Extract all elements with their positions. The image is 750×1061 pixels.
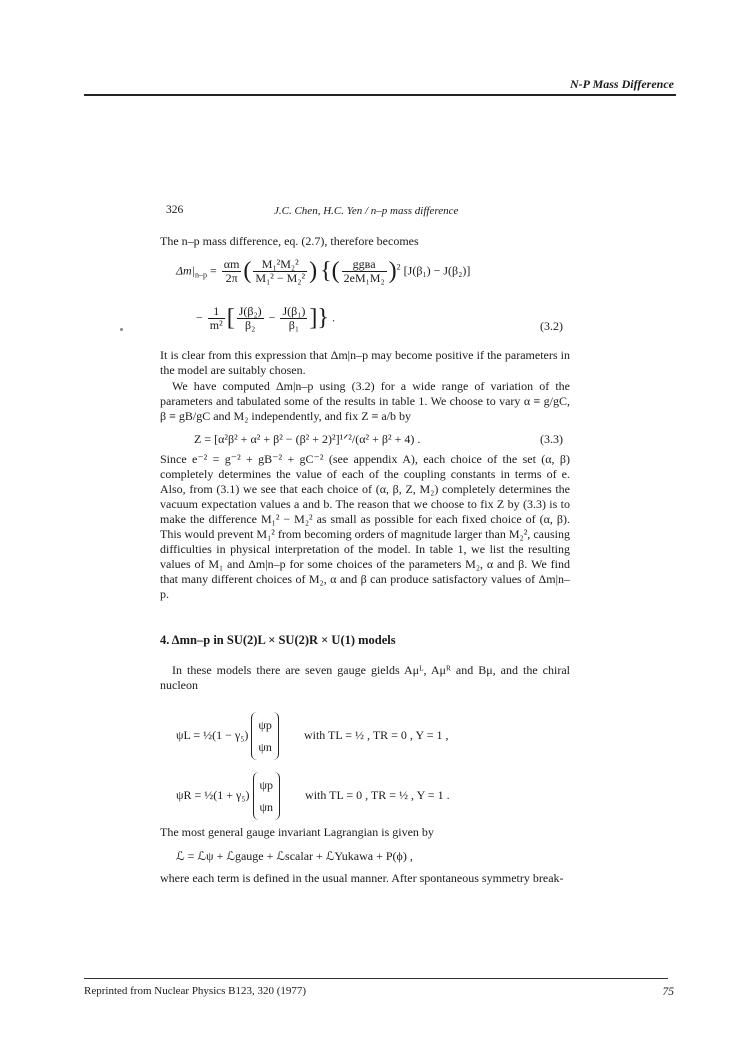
page-number: 326: [166, 204, 184, 216]
equation-3-3: Z = [α²β² + α² + β² − (β² + 2)²]¹ᐟ²/(α² + β² + 4) .: [194, 432, 421, 446]
psi-l-condition: with TL = ½ , TR = 0 , Y = 1 ,: [303, 727, 449, 742]
eq-tail: [J(β₁) − J(β₂)]: [403, 263, 471, 278]
paragraph-5: In these models there are seven gauge gields Aμᴸ, Aμᴿ and Bμ, and the chiral nucleon: [160, 663, 570, 692]
psi-l-vector: ψp ψn: [251, 712, 279, 760]
paragraph-2: It is clear from this expression that Δm|n–p may become positive if the parameters in the model are suitably chosen.: [160, 348, 570, 377]
eq-frac-3: $\frac{\text{ggʙa}}{\text{2eM₁M₂}}$: [343, 257, 385, 285]
equation-number-3-3: (3.3): [540, 432, 563, 446]
footer-rule: [84, 978, 668, 979]
psi-l-lhs: ψL = ½(1 − γ₅): [176, 727, 249, 742]
running-head: N-P Mass Difference: [570, 77, 674, 91]
eq-frac-1: $\frac{\alpha m}{2\pi}$: [223, 257, 240, 285]
eq-frac-2: $\frac{\text{M₁²M₂²}}{\text{M₁² − M₂²}}$: [255, 257, 306, 285]
header-rule: [84, 94, 676, 96]
eq-frac-4: $\frac{1}{\text{m²}}$: [209, 304, 223, 332]
equation-number-3-2: (3.2): [540, 319, 563, 333]
scan-dot: [120, 328, 123, 331]
paragraph-6: The most general gauge invariant Lagrangian is given by: [160, 825, 434, 839]
reprint-note: Reprinted from Nuclear Physics B123, 320 (1977): [84, 985, 307, 997]
equation-psi-r: [176, 772, 450, 820]
eq-lhs-sub: n–p: [195, 270, 208, 280]
paragraph-7: where each term is defined in the usual manner. After spontaneous symmetry break-: [160, 871, 564, 885]
article-header: J.C. Chen, H.C. Yen / n–p mass difference: [274, 205, 459, 217]
psi-r-condition: with TL = 0 , TR = ½ , Y = 1 .: [305, 787, 450, 802]
intro-paragraph: The n–p mass difference, eq. (2.7), therefore becomes: [160, 234, 419, 248]
eq-lhs: Δm|: [176, 263, 196, 278]
equation-psi-l: [176, 712, 448, 760]
paragraph-4: Since e⁻² = g⁻² + gB⁻² + gC⁻² (see appendix A), each choice of the set (α, β) completely determines the value of each of the coupling constants in terms of e. Also, from (3.1) we see that each choice of (α, β, Z, M₂) completely determines the vacuum expectation values a and b. The reason that we choose to fix Z by (3.3) is to make the difference M₁² − M₂² as small as possible for each fixed choice of (α, β). This would prevent M₁² from becoming orders of magnitude larger than M₂², causing difficulties in physical interpretation of the model. In table 1, we list the resulting values of M₁ and Δm|n–p for some choices of the parameters M₂, α and β. We find that many different choices of M₂, α and β can produce satisfactory values of Δm|n–p.: [160, 452, 570, 601]
eq-frac-5: $\frac{\text{J(β₂)}}{\text{β₂}}$: [238, 304, 262, 332]
psi-r-vector: ψp ψn: [253, 772, 281, 820]
footer-page-number: 75: [662, 986, 674, 998]
equation-3-2-line1: $\Delta m|_{n-p}$ = $\frac{\alpha m}{2\pi}$ ( $\frac{\text{M₁²M₂²}}{\text{M₁² − M₂²}}$ ) {( $\frac{\text{ggʙa}}{\text{2eM₁M₂}}$ )$^2$ [J(β₁) − J(β₂)]: [176, 257, 471, 285]
psi-r-lhs: ψR = ½(1 + γ₅): [176, 787, 250, 802]
equation-lagrangian: ℒ = ℒψ + ℒgauge + ℒscalar + ℒYukawa + P(ϕ) ,: [176, 849, 413, 863]
eq-frac-6: $\frac{\text{J(β₁)}}{\text{β₁}}$: [282, 304, 306, 332]
equation-3-2-line2: − $\frac{1}{\text{m²}}$ [ $\frac{\text{J(β₂)}}{\text{β₂}}$ − $\frac{\text{J(β₁)}}{\text{β₁}}$ ]} .: [196, 304, 335, 332]
section-heading: 4. Δmn–p in SU(2)L × SU(2)R × U(1) models: [160, 633, 396, 647]
paragraph-3: We have computed Δm|n–p using (3.2) for a wide range of variation of the parameters and tabulated some of the results in table 1. We choose to vary α ≡ g/gC, β ≡ gB/gC and M₂ independently, and fix Z ≡ a/b by: [160, 379, 570, 423]
